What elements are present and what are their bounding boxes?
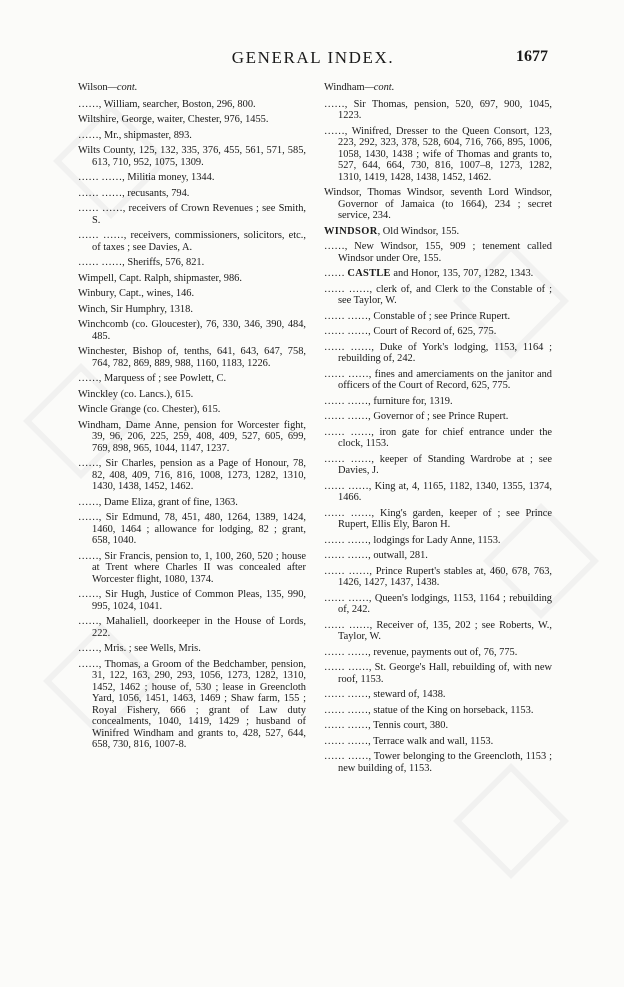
index-entry: …… ……, iron gate for chief entrance under the clock, 1153.	[324, 426, 552, 449]
index-entry: …… ……, Duke of York's lodging, 1153, 1164 ; rebuilding of, 242.	[324, 341, 552, 364]
index-entry: ……, Sir Thomas, pension, 520, 697, 900, 1045, 1223.	[324, 98, 552, 121]
index-entry: …… ……, Militia money, 1344.	[78, 172, 215, 183]
index-entry: …… ……, outwall, 281.	[324, 550, 428, 561]
index-entry: …… ……, lodgings for Lady Anne, 1153.	[324, 534, 501, 546]
index-entry: Wimpell, Capt. Ralph, shipmaster, 986.	[78, 272, 242, 284]
index-entry-windsor	[324, 226, 552, 238]
index-entry: …… ……, St. George's Hall, rebuilding of, with new roof, 1153.	[324, 662, 552, 685]
index-entry: …… ……, Governor of ; see Prince Rupert.	[324, 411, 509, 422]
windsor-text: , Old Windsor, 155.	[377, 225, 460, 237]
index-entry: Wincle Grange (co. Chester), 615.	[78, 404, 221, 415]
index-entry: ……, Sir Hugh, Justice of Common Pleas, 135, 990, 995, 1024, 1041.	[78, 589, 306, 612]
index-entry: …… ……, Prince Rupert's stables at, 460, 678, 763, 1426, 1427, 1437, 1438.	[324, 565, 552, 588]
index-entry: …… ……, furniture for, 1319.	[324, 395, 453, 407]
index-columns	[78, 82, 552, 982]
index-entry: ……, Sir Charles, pension as a Page of Honour, 78, 82, 408, 409, 716, 816, 1008, 1273, 1282, 1310, 1430, 1438, 1452, 1462.	[78, 458, 306, 492]
windsor-heading: WINDSOR	[324, 225, 378, 237]
index-entry: …… ……, revenue, payments out of, 76, 775.	[324, 646, 518, 658]
index-entry: Wiltshire, George, waiter, Chester, 976, 1455.	[78, 114, 269, 125]
index-entry: ……, Marquess of ; see Powlett, C.	[78, 373, 227, 384]
index-entry: Winbury, Capt., wines, 146.	[78, 288, 195, 299]
continuation-heading	[324, 82, 552, 94]
page-title: GENERAL INDEX.	[231, 48, 395, 67]
index-entry-new-windsor: ……, New Windsor, 155, 909 ; tenement called Windsor under Ore, 155.	[324, 241, 552, 264]
index-entry: ……, William, searcher, Boston, 296, 800.	[78, 98, 256, 110]
index-entry: Windham, Dame Anne, pension for Worcester fight, 39, 96, 206, 225, 259, 408, 409, 527, 605, 699, 769, 898, 965, 1044, 1147, 1237.	[78, 419, 306, 454]
index-entry-castle	[324, 268, 552, 280]
index-entry: ……, Dame Eliza, grant of fine, 1363.	[78, 496, 238, 508]
index-entry: Winckley (co. Lancs.), 615.	[78, 388, 194, 400]
index-entry: …… ……, keeper of Standing Wardrobe at ; see Davies, J.	[324, 453, 552, 476]
index-entry: …… ……, Sheriffs, 576, 821.	[78, 257, 205, 268]
continuation-suffix: —cont.	[107, 82, 138, 93]
page-header	[78, 48, 548, 72]
continuation-heading	[78, 82, 306, 94]
index-entry: Wilts County, 125, 132, 335, 376, 455, 561, 571, 585, 613, 710, 952, 1075, 1309.	[78, 145, 306, 168]
index-entry: ……, Mr., shipmaster, 893.	[78, 129, 192, 141]
index-entry: ……, Mris. ; see Wells, Mris.	[78, 643, 201, 654]
right-entry-list	[324, 284, 552, 775]
castle-text: and Honor, 135, 707, 1282, 1343.	[393, 268, 534, 279]
index-entry: ……, Mahaliell, doorkeeper in the House of Lords, 222.	[78, 616, 306, 639]
index-entry: Winch, Sir Humphry, 1318.	[78, 303, 193, 315]
index-entry: …… ……, statue of the King on horseback, 1153.	[324, 704, 534, 716]
index-entry: …… ……, receivers of Crown Revenues ; see Smith, S.	[78, 203, 306, 226]
right-entry-list	[324, 99, 552, 222]
index-entry: ……, Sir Francis, pension to, 1, 100, 260, 520 ; house at Trent where Charles II was concealed after Worcester flight, 1080, 1374.	[78, 550, 306, 585]
index-entry: …… ……, King at, 4, 1165, 1182, 1340, 1355, 1374, 1466.	[324, 480, 552, 503]
index-entry: ……, Thomas, a Groom of the Bedchamber, pension, 31, 122, 163, 290, 293, 1056, 1273, 1282, 1310, 1452, 1462 ; house of, 530 ; lease in Greencloth Yard, 1056, 1451, 1463, 1469 ; Shaw farm, 155 ; Royal Fishery, 666 ; grant of Law duty concealments, 1040, 1419, 1429 ; husband of Winifred Windham and grants to, 428, 527, 644, 658, 730, 816, 1007-8.	[78, 658, 306, 750]
continuation-suffix: —cont.	[364, 82, 395, 93]
continuation-name: Windham	[324, 82, 365, 93]
index-entry: …… ……, Constable of ; see Prince Rupert.	[324, 310, 511, 322]
index-entry: …… ……, King's garden, keeper of ; see Prince Rupert, Ellis Ely, Baron H.	[324, 507, 552, 530]
right-column	[324, 82, 552, 778]
index-entry: …… ……, recusants, 794.	[78, 187, 190, 199]
index-entry: …… ……, Receiver of, 135, 202 ; see Roberts, W., Taylor, W.	[324, 619, 552, 642]
castle-prefix: ……	[324, 268, 345, 279]
left-entry-list	[78, 99, 306, 751]
continuation-name: Wilson	[78, 82, 108, 93]
index-entry: …… ……, clerk of, and Clerk to the Constable of ; see Taylor, W.	[324, 283, 552, 306]
index-entry: …… ……, Terrace walk and wall, 1153.	[324, 735, 494, 747]
index-entry: …… ……, Tennis court, 380.	[324, 720, 449, 731]
index-entry: ……, Winifred, Dresser to the Queen Consort, 123, 223, 292, 323, 378, 528, 604, 716, 766, 895, 1006, 1058, 1430, 1438 ; wife of Thomas and grants to, 527, 644, 664, 730, 816, 1007–8, 1273, 1282, 1310, 1419, 1428, 1438, 1452, 1462.	[324, 125, 552, 183]
index-entry: …… ……, fines and amerciaments on the janitor and officers of the Court of Record, 625, 775.	[324, 368, 552, 391]
index-entry: …… ……, receivers, commissioners, solicitors, etc., of taxes ; see Davies, A.	[78, 230, 306, 253]
left-column	[78, 82, 306, 755]
index-entry: Winchcomb (co. Gloucester), 76, 330, 346, 390, 484, 485.	[78, 319, 306, 342]
index-entry: …… ……, Queen's lodgings, 1153, 1164 ; rebuilding of, 242.	[324, 592, 552, 615]
page-number: 1677	[516, 48, 548, 65]
index-entry: …… ……, steward of, 1438.	[324, 689, 446, 700]
index-entry: Windsor, Thomas Windsor, seventh Lord Windsor, Governor of Jamaica (to 1664), 234 ; secret service, 234.	[324, 187, 552, 221]
index-entry: ……, Sir Edmund, 78, 451, 480, 1264, 1389, 1424, 1460, 1464 ; allowance for lodging, 82 ; grant, 658, 1040.	[78, 512, 306, 546]
index-entry: …… ……, Tower belonging to the Greencloth, 1153 ; new building of, 1153.	[324, 751, 552, 774]
index-entry: …… ……, Court of Record of, 625, 775.	[324, 326, 497, 337]
index-entry: Winchester, Bishop of, tenths, 641, 643, 647, 758, 764, 782, 869, 889, 988, 1160, 1183, 1226.	[78, 346, 306, 369]
castle-heading: CASTLE	[347, 268, 391, 279]
